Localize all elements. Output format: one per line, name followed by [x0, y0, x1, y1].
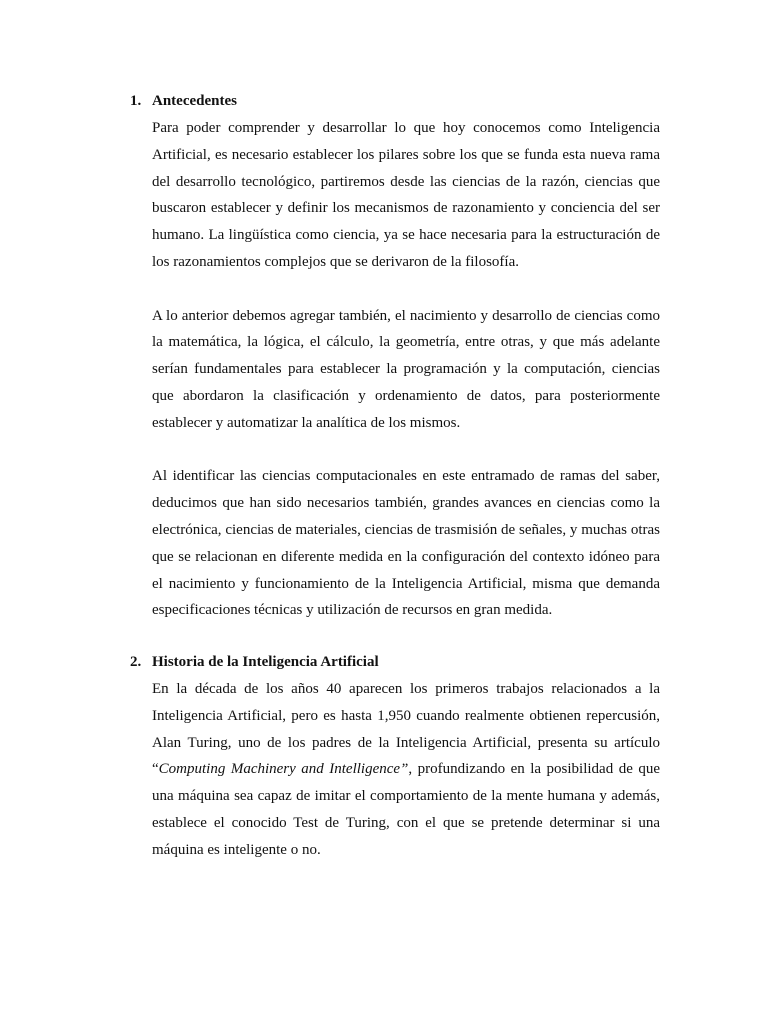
cited-article-title: Computing Machinery and Intelligence”: [158, 761, 409, 778]
section-heading: [130, 652, 660, 672]
section-number: 1.: [130, 93, 142, 109]
paragraph-text: En la década de los años 40 aparecen los primeros trabajos relacionados a la Inteligencia Artificial, pero es hasta 1,950 cuando realmente obtienen repercusión, Alan Turing, uno de los padres de la Inteligencia Artificial, presenta su artículo “: [152, 681, 660, 778]
paragraph: Para poder comprender y desarrollar lo que hoy conocemos como Inteligencia Artificial, es necesario establecer los pilares sobre los que se funda esta nueva rama del desarrollo tecnológico, partiremos desde las ciencias de la razón, ciencias que buscaron establecer y definir los mecanismos de razonamiento y conciencia del ser humano. La lingüística como ciencia, ya se hace necesaria para la estructuración de los razonamientos complejos que se derivaron de la filosofía.: [152, 120, 660, 270]
section-antecedentes: [130, 91, 660, 639]
section-title: Historia de la Inteligencia Artificial: [152, 654, 379, 670]
section-heading: [130, 91, 660, 111]
paragraph-text: , profundizando en la posibilidad de que una máquina sea capaz de imitar el comportamiento de la mente humana y además, establece el conocido Test de Turing, con el que se pretende determinar si una máquina es inteligente o no.: [152, 761, 660, 858]
paragraph: [152, 676, 660, 864]
section-historia: [130, 652, 660, 879]
section-title: Antecedentes: [152, 93, 237, 109]
paragraph: A lo anterior debemos agregar también, el nacimiento y desarrollo de ciencias como la matemática, la lógica, el cálculo, la geometría, entre otras, y que más adelante serían fundamentales para establecer la programación y la computación, ciencias que abordaron la clasificación y ordenamiento de datos, para posteriormente establecer y automatizar la analítica de los mismos.: [152, 307, 660, 431]
section-number: 2.: [130, 654, 142, 670]
paragraph: Al identificar las ciencias computacionales en este entramado de ramas del saber, deducimos que han sido necesarios también, grandes avances en ciencias como la electrónica, ciencias de materiales, ciencias de trasmisión de señales, y muchas otras que se relacionan en diferente medida en la configuración del contexto idóneo para el nacimiento y funcionamiento de la Inteligencia Artificial, misma que demanda especificaciones técnicas y utilización de recursos en gran medida.: [152, 468, 660, 619]
